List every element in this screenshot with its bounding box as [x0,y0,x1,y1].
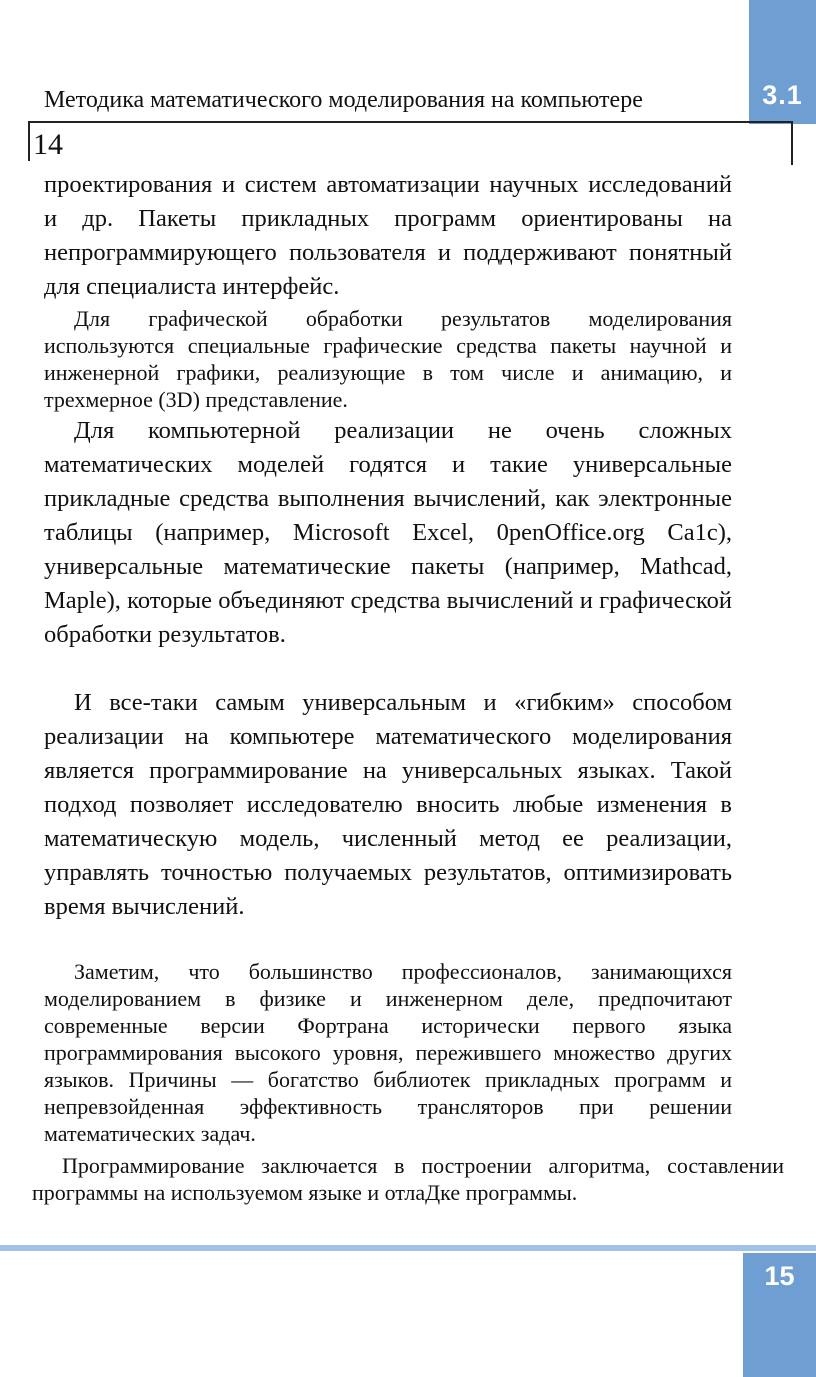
paragraph-2: Для графической обработки результатов моделирования используются специальные графические средства пакеты научной и инженерной графики, реализующие в том числе и анимацию, и трехмерное (3D) представление. [44,306,732,412]
footer-rule [0,1245,816,1251]
running-head: Методика математического моделирования на компьютере [44,87,643,113]
page-number-right: 15 [764,1261,795,1291]
paragraph-6: Программирование заключается в построении алгоритма, составлении программы на используемом языке и отлаДке программы. [32,1153,784,1205]
paragraph-5: Заметим, что большинство профессионалов, занимающихся моделированием в физике и инженерном деле, предпочитают современные версии Фортрана исторически первого языка программирования высокого уровня, пережившего множество других языков. Причины — богатство библиотек прикладных программ и непревзойденная эффективность трансляторов при решении математических задач. [44,959,732,1146]
paragraph-1: проектирования и систем автоматизации научных исследований и др. Пакеты прикладных программ ориентированы на непрограммирующего пользователя и поддерживают понятный для специалиста интерфейс. [44,171,732,300]
header-rule-left-tick [28,121,30,161]
paragraph-3: Для компьютерной реализации не очень сложных математических моделей годятся и такие универсальные прикладные средства выполнения вычислений, как электронные таблицы (например, Microsoft Excel, 0penOffice.org Ca1c), универсальные математические пакеты (например, Mathcad, Maple), которые объединяют средства вычислений и графической обработки результатов. [44,417,732,648]
page-number-left: 14 [33,128,63,161]
paragraph-4: И все-таки самым универсальным и «гибким» способом реализации на компьютере математического моделирования является программирование на универсальных языках. Такой подход позволяет исследователю вносить любые изменения в математическую модель, численный метод ее реализации, управлять точностью получаемых результатов, оптимизировать время вычислений. [44,689,732,920]
header-rule [28,121,793,123]
header-rule-right-tick [791,121,793,165]
section-tab [749,0,816,124]
section-number: 3.1 [762,80,803,110]
page-tab [743,1253,816,1377]
